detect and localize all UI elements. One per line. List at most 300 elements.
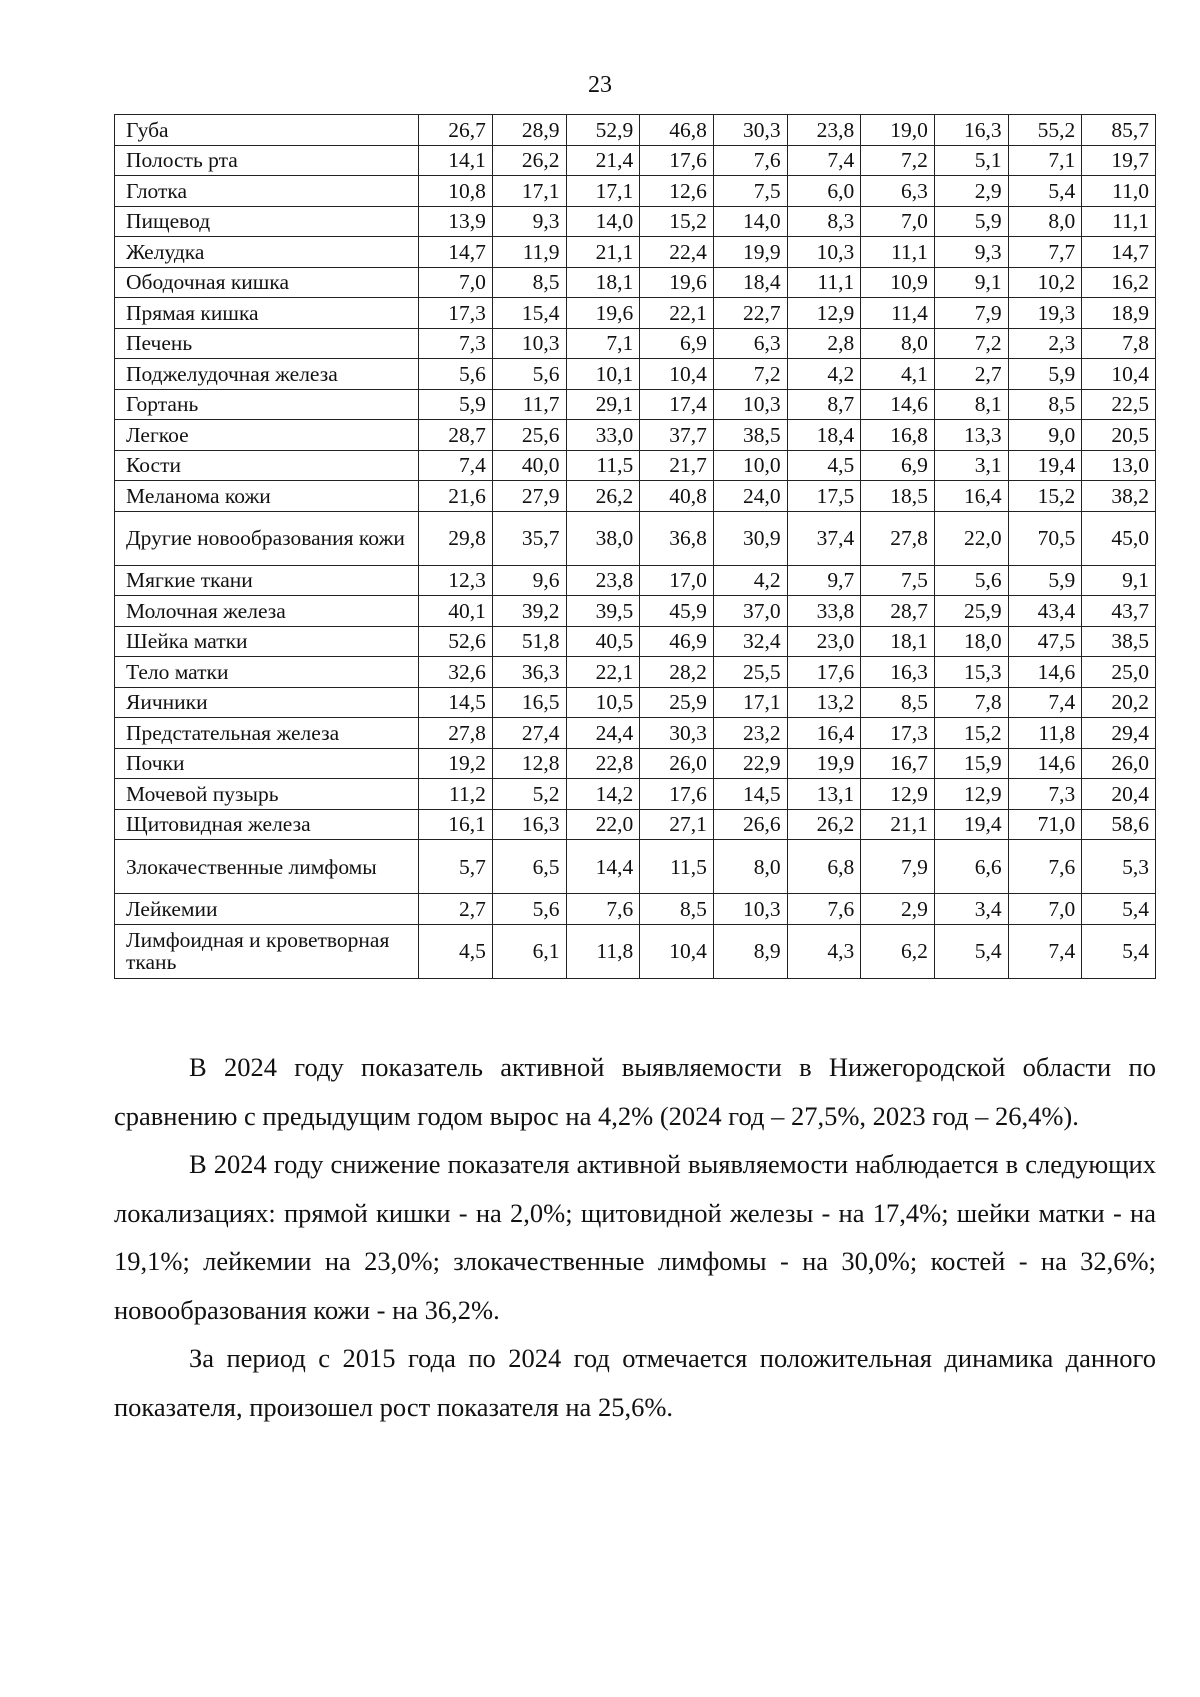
table-cell: 8,0: [861, 328, 935, 359]
table-cell: 16,5: [492, 687, 566, 718]
table-cell: 23,8: [787, 115, 861, 146]
table-cell: 9,1: [1082, 565, 1156, 596]
table-cell: 11,5: [640, 840, 714, 894]
table-cell: 39,2: [492, 596, 566, 627]
table-cell: 9,1: [934, 267, 1008, 298]
table-cell: 10,4: [640, 924, 714, 978]
table-cell: 13,9: [419, 206, 493, 237]
table-cell: 6,9: [640, 328, 714, 359]
table-cell: 18,4: [713, 267, 787, 298]
table-cell: 19,6: [566, 298, 640, 329]
table-cell: 9,0: [1008, 420, 1082, 451]
table-cell: 13,2: [787, 687, 861, 718]
row-label: Шейка матки: [115, 626, 419, 657]
table-cell: 30,3: [640, 718, 714, 749]
table-cell: 3,4: [934, 894, 1008, 925]
table-row: [115, 511, 1156, 565]
table-cell: 47,5: [1008, 626, 1082, 657]
table-cell: 19,4: [1008, 450, 1082, 481]
table-row: [115, 809, 1156, 840]
table-cell: 16,3: [492, 809, 566, 840]
table-cell: 14,6: [1008, 657, 1082, 688]
table-cell: 6,3: [713, 328, 787, 359]
table-cell: 85,7: [1082, 115, 1156, 146]
table-cell: 8,0: [713, 840, 787, 894]
table-cell: 25,9: [640, 687, 714, 718]
table-cell: 7,4: [1008, 687, 1082, 718]
table-cell: 3,1: [934, 450, 1008, 481]
row-label: Губа: [115, 115, 419, 146]
table-cell: 19,7: [1082, 145, 1156, 176]
table-cell: 29,4: [1082, 718, 1156, 749]
table-cell: 11,1: [1082, 206, 1156, 237]
table-cell: 17,4: [640, 389, 714, 420]
table-cell: 10,4: [1082, 359, 1156, 390]
table-cell: 14,1: [419, 145, 493, 176]
row-label: Другие новообразования кожи: [115, 511, 419, 565]
table-cell: 21,6: [419, 481, 493, 512]
table-cell: 26,2: [787, 809, 861, 840]
table-cell: 5,4: [934, 924, 1008, 978]
table-cell: 6,3: [861, 176, 935, 207]
table-cell: 38,5: [713, 420, 787, 451]
table-cell: 5,6: [934, 565, 1008, 596]
table-cell: 16,8: [861, 420, 935, 451]
table-cell: 30,3: [713, 115, 787, 146]
table-cell: 19,9: [787, 748, 861, 779]
paragraph: В 2024 году снижение показателя активной выявляемости наблюдается в следующих локализациях: прямой кишки - на 2,0%; щитовидной железы - на 17,4%; шейки матки - на 19,1%; лейкемии на 23,0%; злокачественные лимфомы - на 30,0%; костей - на 32,6%; новообразования кожи - на 36,2%.: [114, 1149, 1156, 1325]
table-cell: 5,6: [492, 359, 566, 390]
table-cell: 2,9: [934, 176, 1008, 207]
table-cell: 4,3: [787, 924, 861, 978]
table-row: [115, 748, 1156, 779]
table-cell: 11,4: [861, 298, 935, 329]
table-cell: 15,2: [1008, 481, 1082, 512]
table-row: [115, 687, 1156, 718]
table-cell: 4,5: [419, 924, 493, 978]
table-cell: 33,8: [787, 596, 861, 627]
table-body: [115, 115, 1156, 979]
row-label: Печень: [115, 328, 419, 359]
table-row: [115, 626, 1156, 657]
table-cell: 8,3: [787, 206, 861, 237]
table-cell: 4,1: [861, 359, 935, 390]
table-cell: 7,5: [861, 565, 935, 596]
table-row: [115, 389, 1156, 420]
table-cell: 7,4: [787, 145, 861, 176]
table-cell: 46,8: [640, 115, 714, 146]
table-cell: 27,4: [492, 718, 566, 749]
row-label: Прямая кишка: [115, 298, 419, 329]
table-row: [115, 420, 1156, 451]
table-cell: 27,1: [640, 809, 714, 840]
table-cell: 40,0: [492, 450, 566, 481]
table-cell: 18,1: [861, 626, 935, 657]
table-cell: 52,6: [419, 626, 493, 657]
table-cell: 6,1: [492, 924, 566, 978]
table-row: [115, 176, 1156, 207]
table-cell: 15,4: [492, 298, 566, 329]
table-cell: 8,5: [1008, 389, 1082, 420]
table-cell: 10,0: [713, 450, 787, 481]
table-cell: 2,7: [419, 894, 493, 925]
row-label: Злокачественные лимфомы: [115, 840, 419, 894]
table-cell: 12,3: [419, 565, 493, 596]
table-cell: 5,2: [492, 779, 566, 810]
table-cell: 5,3: [1082, 840, 1156, 894]
table-cell: 16,7: [861, 748, 935, 779]
table-cell: 2,3: [1008, 328, 1082, 359]
table-cell: 33,0: [566, 420, 640, 451]
table-cell: 22,1: [640, 298, 714, 329]
table-cell: 20,2: [1082, 687, 1156, 718]
table-cell: 22,0: [934, 511, 1008, 565]
table-cell: 15,9: [934, 748, 1008, 779]
table-cell: 7,0: [419, 267, 493, 298]
table-cell: 19,2: [419, 748, 493, 779]
table-cell: 28,7: [419, 420, 493, 451]
table-cell: 28,7: [861, 596, 935, 627]
table-cell: 25,9: [934, 596, 1008, 627]
row-label: Пищевод: [115, 206, 419, 237]
table-row: [115, 206, 1156, 237]
incidence-table: [114, 114, 1156, 979]
table-cell: 12,6: [640, 176, 714, 207]
table-cell: 35,7: [492, 511, 566, 565]
table-cell: 11,7: [492, 389, 566, 420]
table-cell: 12,8: [492, 748, 566, 779]
table-cell: 55,2: [1008, 115, 1082, 146]
table-cell: 37,7: [640, 420, 714, 451]
table-cell: 23,0: [787, 626, 861, 657]
table-cell: 19,4: [934, 809, 1008, 840]
table-cell: 13,0: [1082, 450, 1156, 481]
table-cell: 58,6: [1082, 809, 1156, 840]
table-cell: 70,5: [1008, 511, 1082, 565]
table-cell: 14,0: [713, 206, 787, 237]
table-cell: 17,6: [640, 779, 714, 810]
table-cell: 7,3: [1008, 779, 1082, 810]
table-cell: 6,5: [492, 840, 566, 894]
table-cell: 7,2: [713, 359, 787, 390]
table-cell: 12,9: [787, 298, 861, 329]
table-cell: 11,0: [1082, 176, 1156, 207]
table-cell: 7,8: [934, 687, 1008, 718]
table-cell: 37,0: [713, 596, 787, 627]
table-cell: 16,3: [861, 657, 935, 688]
table-cell: 5,9: [419, 389, 493, 420]
row-label: Легкое: [115, 420, 419, 451]
table-cell: 11,9: [492, 237, 566, 268]
table-cell: 22,0: [566, 809, 640, 840]
table-cell: 26,2: [566, 481, 640, 512]
table-cell: 8,9: [713, 924, 787, 978]
row-label: Гортань: [115, 389, 419, 420]
table-cell: 7,0: [861, 206, 935, 237]
table-cell: 27,8: [861, 511, 935, 565]
table-cell: 21,7: [640, 450, 714, 481]
table-cell: 10,3: [713, 389, 787, 420]
table-cell: 32,6: [419, 657, 493, 688]
table-cell: 14,0: [566, 206, 640, 237]
table-cell: 7,4: [1008, 924, 1082, 978]
table-row: [115, 237, 1156, 268]
table-row: [115, 894, 1156, 925]
table-cell: 20,5: [1082, 420, 1156, 451]
table-cell: 7,7: [1008, 237, 1082, 268]
row-label: Яичники: [115, 687, 419, 718]
table-cell: 21,1: [566, 237, 640, 268]
table-cell: 40,5: [566, 626, 640, 657]
row-label: Мочевой пузырь: [115, 779, 419, 810]
table-cell: 7,1: [1008, 145, 1082, 176]
table-cell: 14,7: [419, 237, 493, 268]
table-row: [115, 718, 1156, 749]
table-cell: 4,5: [787, 450, 861, 481]
table-cell: 52,9: [566, 115, 640, 146]
table-cell: 25,0: [1082, 657, 1156, 688]
table-cell: 40,8: [640, 481, 714, 512]
table-cell: 8,0: [1008, 206, 1082, 237]
table-row: [115, 115, 1156, 146]
table-cell: 8,7: [787, 389, 861, 420]
table-cell: 7,6: [713, 145, 787, 176]
table-cell: 17,0: [640, 565, 714, 596]
table-cell: 13,1: [787, 779, 861, 810]
row-label: Почки: [115, 748, 419, 779]
table-cell: 14,5: [419, 687, 493, 718]
table-cell: 39,5: [566, 596, 640, 627]
table-row: [115, 328, 1156, 359]
table-cell: 5,9: [1008, 565, 1082, 596]
table-cell: 17,6: [640, 145, 714, 176]
table-cell: 6,6: [934, 840, 1008, 894]
table-cell: 18,5: [861, 481, 935, 512]
table-cell: 19,6: [640, 267, 714, 298]
table-cell: 19,9: [713, 237, 787, 268]
table-cell: 16,2: [1082, 267, 1156, 298]
table-row: [115, 359, 1156, 390]
table-cell: 2,9: [861, 894, 935, 925]
table-cell: 26,6: [713, 809, 787, 840]
table-cell: 8,5: [640, 894, 714, 925]
table-cell: 10,4: [640, 359, 714, 390]
table-cell: 22,5: [1082, 389, 1156, 420]
table-cell: 11,1: [861, 237, 935, 268]
table-cell: 38,0: [566, 511, 640, 565]
table-cell: 16,3: [934, 115, 1008, 146]
table-cell: 12,9: [934, 779, 1008, 810]
table-cell: 15,3: [934, 657, 1008, 688]
table-cell: 11,2: [419, 779, 493, 810]
table-cell: 5,1: [934, 145, 1008, 176]
table-row: [115, 565, 1156, 596]
table-cell: 32,4: [713, 626, 787, 657]
table-cell: 14,6: [861, 389, 935, 420]
table-cell: 17,1: [492, 176, 566, 207]
table-cell: 5,4: [1008, 176, 1082, 207]
table-cell: 5,4: [1082, 924, 1156, 978]
table-cell: 27,9: [492, 481, 566, 512]
table-cell: 18,9: [1082, 298, 1156, 329]
table-cell: 18,1: [566, 267, 640, 298]
table-cell: 11,8: [566, 924, 640, 978]
table-cell: 7,0: [1008, 894, 1082, 925]
table-cell: 25,6: [492, 420, 566, 451]
table-cell: 7,5: [713, 176, 787, 207]
table-cell: 43,4: [1008, 596, 1082, 627]
table-cell: 38,5: [1082, 626, 1156, 657]
table-cell: 6,8: [787, 840, 861, 894]
table-cell: 22,8: [566, 748, 640, 779]
row-label: Поджелудочная железа: [115, 359, 419, 390]
table-cell: 8,1: [934, 389, 1008, 420]
table-cell: 16,4: [934, 481, 1008, 512]
table-cell: 26,7: [419, 115, 493, 146]
table-cell: 37,4: [787, 511, 861, 565]
table-cell: 17,5: [787, 481, 861, 512]
table-cell: 2,8: [787, 328, 861, 359]
table-cell: 7,1: [566, 328, 640, 359]
table-cell: 17,3: [419, 298, 493, 329]
table-cell: 7,2: [861, 145, 935, 176]
table-cell: 19,3: [1008, 298, 1082, 329]
table-cell: 45,9: [640, 596, 714, 627]
table-cell: 14,4: [566, 840, 640, 894]
table-cell: 5,9: [934, 206, 1008, 237]
table-cell: 20,4: [1082, 779, 1156, 810]
table-cell: 22,1: [566, 657, 640, 688]
table-row: [115, 840, 1156, 894]
table-cell: 5,6: [419, 359, 493, 390]
table-cell: 51,8: [492, 626, 566, 657]
table-cell: 26,2: [492, 145, 566, 176]
table-cell: 22,7: [713, 298, 787, 329]
table-cell: 17,6: [787, 657, 861, 688]
table-cell: 4,2: [713, 565, 787, 596]
table-cell: 46,9: [640, 626, 714, 657]
table-cell: 16,4: [787, 718, 861, 749]
table-cell: 5,9: [1008, 359, 1082, 390]
table-cell: 38,2: [1082, 481, 1156, 512]
table-cell: 11,8: [1008, 718, 1082, 749]
row-label: Предстательная железа: [115, 718, 419, 749]
table-cell: 9,3: [934, 237, 1008, 268]
table-cell: 17,3: [861, 718, 935, 749]
table-cell: 7,8: [1082, 328, 1156, 359]
row-label: Щитовидная железа: [115, 809, 419, 840]
table-cell: 29,1: [566, 389, 640, 420]
table-cell: 36,3: [492, 657, 566, 688]
row-label: Молочная железа: [115, 596, 419, 627]
table-cell: 7,6: [787, 894, 861, 925]
table-cell: 10,8: [419, 176, 493, 207]
table-cell: 29,8: [419, 511, 493, 565]
table-row: [115, 267, 1156, 298]
table-cell: 7,6: [566, 894, 640, 925]
table-cell: 21,1: [861, 809, 935, 840]
table-row: [115, 924, 1156, 978]
row-label: Меланома кожи: [115, 481, 419, 512]
table-row: [115, 596, 1156, 627]
table-cell: 24,0: [713, 481, 787, 512]
table-cell: 5,7: [419, 840, 493, 894]
table-cell: 5,6: [492, 894, 566, 925]
table-cell: 10,3: [787, 237, 861, 268]
table-row: [115, 481, 1156, 512]
table-cell: 17,1: [713, 687, 787, 718]
row-label: Мягкие ткани: [115, 565, 419, 596]
row-label: Лимфоидная и кроветворная ткань: [115, 924, 419, 978]
row-label: Желудка: [115, 237, 419, 268]
table-cell: 22,4: [640, 237, 714, 268]
table-cell: 43,7: [1082, 596, 1156, 627]
row-label: Ободочная кишка: [115, 267, 419, 298]
table-cell: 14,7: [1082, 237, 1156, 268]
paragraph: За период с 2015 года по 2024 год отмечается положительная динамика данного показателя, произошел рост показателя на 25,6%.: [114, 1343, 1156, 1422]
table-cell: 71,0: [1008, 809, 1082, 840]
table-cell: 36,8: [640, 511, 714, 565]
table-row: [115, 298, 1156, 329]
table-cell: 14,6: [1008, 748, 1082, 779]
table-cell: 12,9: [861, 779, 935, 810]
row-label: Кости: [115, 450, 419, 481]
table-cell: 7,2: [934, 328, 1008, 359]
row-label: Лейкемии: [115, 894, 419, 925]
table-cell: 7,4: [419, 450, 493, 481]
table-cell: 10,9: [861, 267, 935, 298]
table-cell: 30,9: [713, 511, 787, 565]
table-cell: 19,0: [861, 115, 935, 146]
table-cell: 26,0: [1082, 748, 1156, 779]
table-cell: 7,3: [419, 328, 493, 359]
table-cell: 15,2: [640, 206, 714, 237]
table-cell: 9,7: [787, 565, 861, 596]
table-cell: 8,5: [492, 267, 566, 298]
paragraph: В 2024 году показатель активной выявляемости в Нижегородской области по сравнению с предыдущим годом вырос на 4,2% (2024 год – 27,5%, 2023 год – 26,4%).: [114, 1052, 1156, 1131]
table-cell: 9,6: [492, 565, 566, 596]
table-row: [115, 657, 1156, 688]
table-cell: 7,9: [934, 298, 1008, 329]
table-cell: 9,3: [492, 206, 566, 237]
table-cell: 27,8: [419, 718, 493, 749]
table-cell: 10,3: [713, 894, 787, 925]
table-cell: 6,9: [861, 450, 935, 481]
table-cell: 26,0: [640, 748, 714, 779]
table-cell: 17,1: [566, 176, 640, 207]
table-cell: 18,0: [934, 626, 1008, 657]
table-cell: 14,2: [566, 779, 640, 810]
table-cell: 21,4: [566, 145, 640, 176]
table-cell: 23,8: [566, 565, 640, 596]
table-cell: 45,0: [1082, 511, 1156, 565]
table-cell: 40,1: [419, 596, 493, 627]
table-cell: 6,0: [787, 176, 861, 207]
table-cell: 11,5: [566, 450, 640, 481]
table-cell: 5,4: [1082, 894, 1156, 925]
table-cell: 15,2: [934, 718, 1008, 749]
row-label: Тело матки: [115, 657, 419, 688]
table-cell: 13,3: [934, 420, 1008, 451]
table-cell: 18,4: [787, 420, 861, 451]
table-cell: 10,5: [566, 687, 640, 718]
row-label: Глотка: [115, 176, 419, 207]
table-cell: 4,2: [787, 359, 861, 390]
table-cell: 14,5: [713, 779, 787, 810]
table-cell: 6,2: [861, 924, 935, 978]
table-cell: 16,1: [419, 809, 493, 840]
row-label: Полость рта: [115, 145, 419, 176]
